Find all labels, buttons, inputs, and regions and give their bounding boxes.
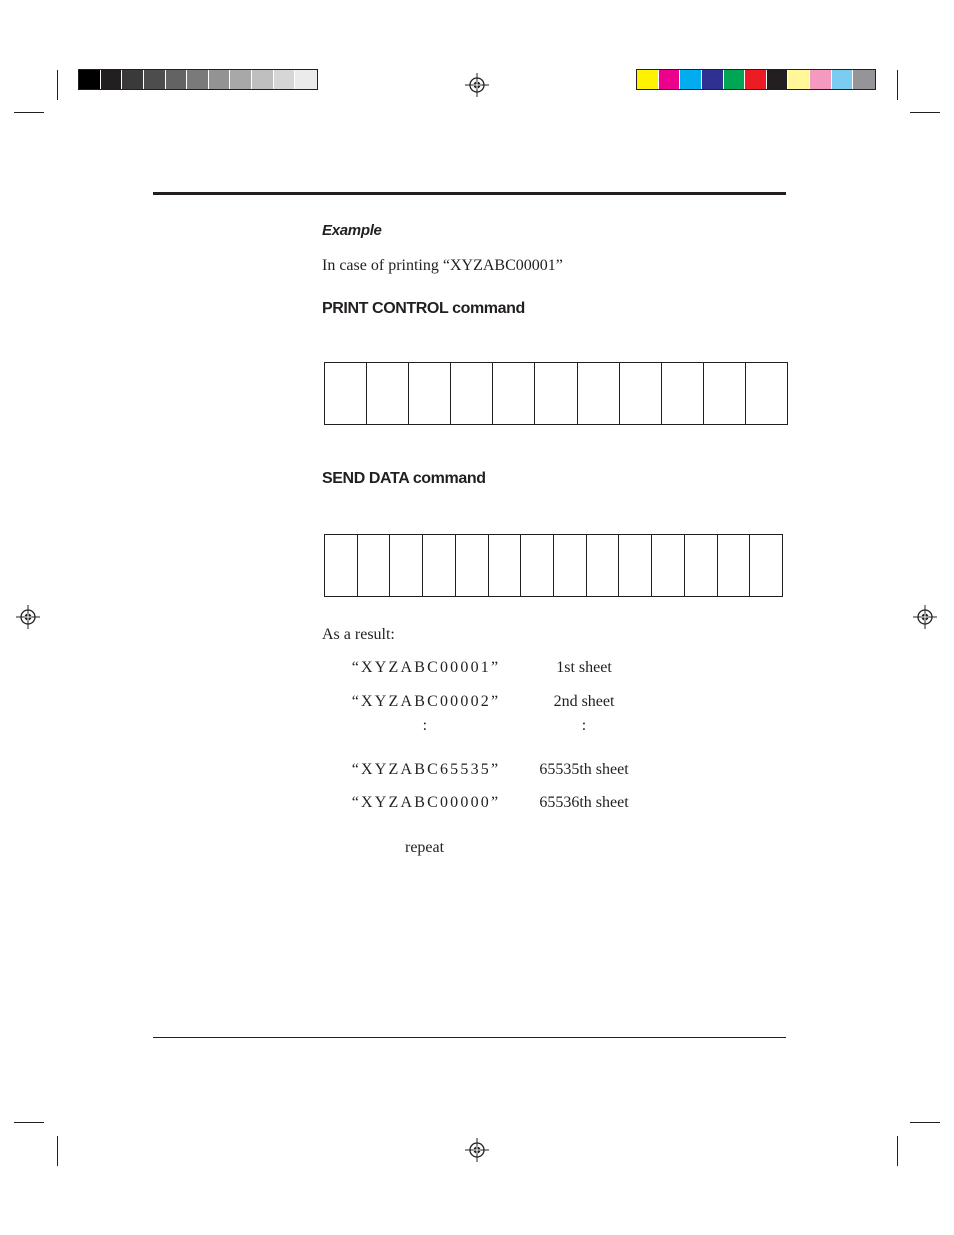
header-rule <box>153 192 786 195</box>
result-sheet: 1st sheet <box>556 659 612 676</box>
command-byte-cell <box>619 535 652 596</box>
color-swatch <box>659 70 681 89</box>
crop-mark-bottom-right-horizontal <box>910 1122 940 1123</box>
registration-mark-bottom <box>465 1138 489 1162</box>
crop-mark-bottom-left-horizontal <box>14 1122 44 1123</box>
send-data-command-table <box>324 534 783 597</box>
command-byte-cell <box>423 535 456 596</box>
gray-swatch <box>144 70 166 89</box>
footer-rule <box>153 1037 786 1038</box>
command-byte-cell <box>367 363 409 424</box>
command-byte-cell <box>325 535 358 596</box>
crop-mark-top-left-vertical <box>57 70 58 100</box>
color-swatch <box>788 70 810 89</box>
command-byte-cell <box>685 535 718 596</box>
command-byte-cell <box>493 363 535 424</box>
result-label: As a result: <box>322 626 395 643</box>
color-swatch <box>702 70 724 89</box>
result-ellipsis: : <box>422 717 430 734</box>
gray-swatch <box>166 70 188 89</box>
command-byte-cell <box>409 363 451 424</box>
crop-mark-top-left-horizontal <box>14 112 44 113</box>
gray-swatch <box>187 70 209 89</box>
gray-swatch <box>230 70 252 89</box>
command-byte-cell <box>456 535 489 596</box>
print-control-command-table <box>324 362 788 425</box>
command-byte-cell <box>718 535 751 596</box>
gray-swatch <box>122 70 144 89</box>
color-swatch <box>680 70 702 89</box>
command-byte-cell <box>587 535 620 596</box>
print-control-heading: PRINT CONTROL command <box>322 300 525 317</box>
gray-swatch <box>79 70 101 89</box>
registration-mark-top <box>465 73 489 97</box>
command-byte-cell <box>325 363 367 424</box>
gray-swatch <box>274 70 296 89</box>
color-swatch <box>724 70 746 89</box>
command-byte-cell <box>652 535 685 596</box>
command-byte-cell <box>746 363 787 424</box>
crop-mark-top-right-vertical <box>897 70 898 100</box>
registration-mark-left <box>16 605 40 629</box>
command-byte-cell <box>554 535 587 596</box>
repeat-label: repeat <box>405 839 445 856</box>
gray-swatch <box>101 70 123 89</box>
result-code: “XYZABC00000” <box>351 794 501 811</box>
intro-text: In case of printing “XYZABC00001” <box>322 257 563 274</box>
command-byte-cell <box>521 535 554 596</box>
command-byte-cell <box>535 363 577 424</box>
result-code: “XYZABC65535” <box>351 761 501 778</box>
crop-mark-bottom-left-vertical <box>57 1136 58 1166</box>
color-swatch <box>810 70 832 89</box>
gray-swatch <box>295 70 317 89</box>
color-swatch <box>637 70 659 89</box>
color-swatch <box>745 70 767 89</box>
command-byte-cell <box>489 535 522 596</box>
crop-mark-bottom-right-vertical <box>897 1136 898 1166</box>
result-sheet: 2nd sheet <box>553 693 615 710</box>
result-sheet: 65535th sheet <box>539 761 629 778</box>
command-byte-cell <box>451 363 493 424</box>
command-byte-cell <box>750 535 782 596</box>
command-byte-cell <box>620 363 662 424</box>
command-byte-cell <box>358 535 391 596</box>
grayscale-calibration-bar <box>78 69 318 90</box>
result-sheet: 65536th sheet <box>539 794 629 811</box>
send-data-heading: SEND DATA command <box>322 470 486 487</box>
color-swatch <box>767 70 789 89</box>
color-swatch <box>832 70 854 89</box>
crop-mark-top-right-horizontal <box>910 112 940 113</box>
color-swatch <box>853 70 875 89</box>
gray-swatch <box>252 70 274 89</box>
command-byte-cell <box>704 363 746 424</box>
result-code: “XYZABC00001” <box>351 659 501 676</box>
result-code: “XYZABC00002” <box>351 693 501 710</box>
gray-swatch <box>209 70 231 89</box>
command-byte-cell <box>578 363 620 424</box>
command-byte-cell <box>662 363 704 424</box>
command-byte-cell <box>390 535 423 596</box>
registration-mark-right <box>913 605 937 629</box>
color-calibration-bar <box>636 69 876 90</box>
result-ellipsis: : <box>581 717 587 734</box>
example-heading: Example <box>322 222 382 239</box>
